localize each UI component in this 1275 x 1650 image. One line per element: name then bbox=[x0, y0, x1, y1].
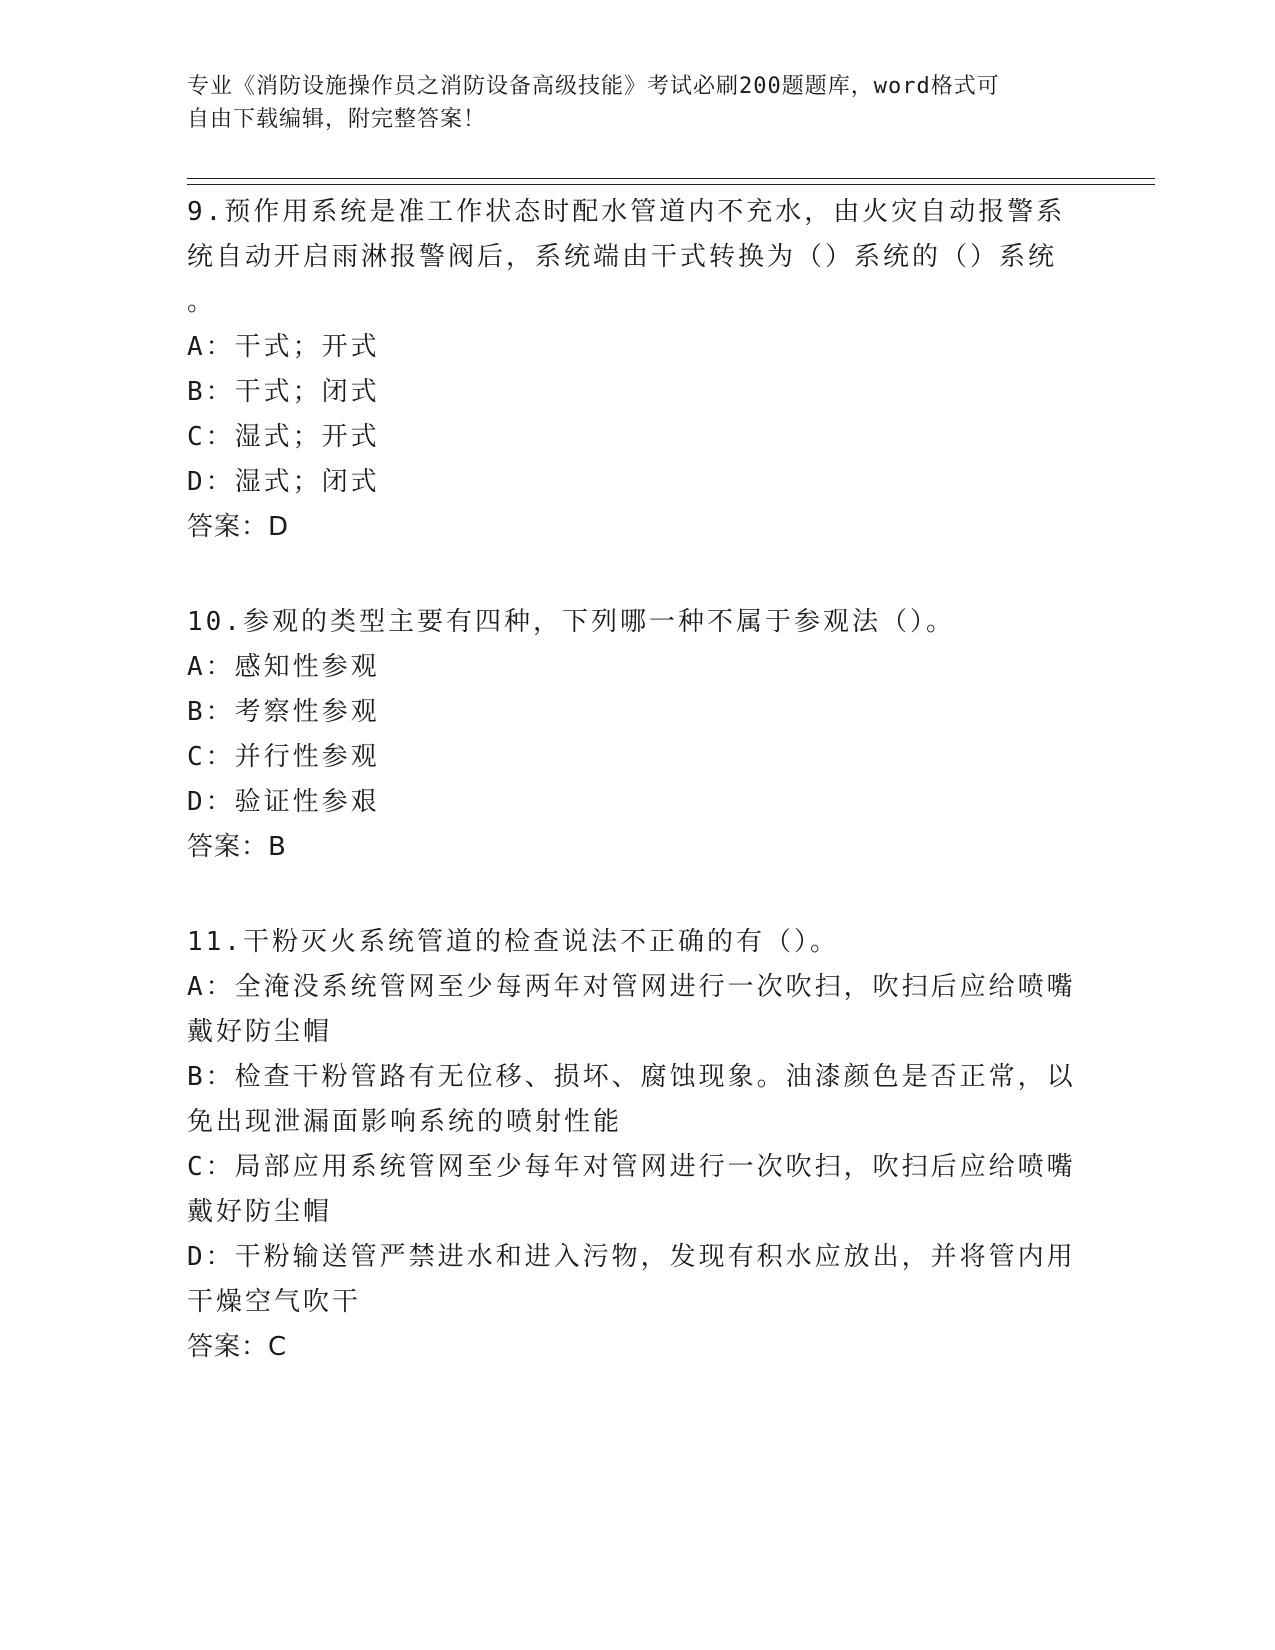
question-stem-line: 10.参观的类型主要有四种，下列哪一种不属于参观法（）。 bbox=[187, 607, 955, 637]
option-d: D：湿式；闭式 bbox=[187, 467, 380, 497]
answer-line: 答案：B bbox=[187, 832, 287, 862]
header-divider-bottom bbox=[187, 184, 1155, 185]
option-d: D：验证性参艰 bbox=[187, 787, 380, 817]
option-c: C：并行性参观 bbox=[187, 742, 380, 772]
question-10 bbox=[187, 600, 1087, 870]
document-header bbox=[187, 70, 1067, 136]
question-stem-line: 统自动开启雨淋报警阀后，系统端由干式转换为（）系统的（）系统 bbox=[187, 242, 1058, 272]
option-b: B：检查干粉管路有无位移、损坏、腐蚀现象。油漆颜色是否正常，以 bbox=[187, 1062, 1076, 1092]
header-line-2: 自由下载编辑，附完整答案！ bbox=[187, 107, 487, 132]
option-b: B：干式；闭式 bbox=[187, 377, 380, 407]
option-d-continued: 干燥空气吹干 bbox=[187, 1287, 362, 1317]
question-11 bbox=[187, 920, 1087, 1370]
question-stem-line: 。 bbox=[187, 287, 217, 317]
option-c: C：湿式；开式 bbox=[187, 422, 380, 452]
option-c: C：局部应用系统管网至少每年对管网进行一次吹扫，吹扫后应给喷嘴 bbox=[187, 1152, 1076, 1182]
option-c-continued: 戴好防尘帽 bbox=[187, 1197, 333, 1227]
header-line-1: 专业《消防设施操作员之消防设备高级技能》考试必刷200题题库，word格式可 bbox=[187, 74, 1000, 99]
option-b: B：考察性参观 bbox=[187, 697, 380, 727]
option-a: A：干式；开式 bbox=[187, 332, 380, 362]
option-a: A：感知性参观 bbox=[187, 652, 380, 682]
option-a-continued: 戴好防尘帽 bbox=[187, 1017, 333, 1047]
question-stem-line: 11.干粉灭火系统管道的检查说法不正确的有（）。 bbox=[187, 927, 839, 957]
answer-line: 答案：C bbox=[187, 1332, 288, 1362]
question-9 bbox=[187, 190, 1087, 550]
option-a: A：全淹没系统管网至少每两年对管网进行一次吹扫，吹扫后应给喷嘴 bbox=[187, 972, 1076, 1002]
question-stem-line: 9.预作用系统是准工作状态时配水管道内不充水，由火灾自动报警系 bbox=[187, 197, 1066, 227]
header-divider-top bbox=[187, 178, 1155, 179]
answer-line: 答案：D bbox=[187, 512, 290, 542]
option-b-continued: 免出现泄漏面影响系统的喷射性能 bbox=[187, 1107, 623, 1137]
option-d: D：干粉输送管严禁进水和进入污物，发现有积水应放出，并将管内用 bbox=[187, 1242, 1076, 1272]
